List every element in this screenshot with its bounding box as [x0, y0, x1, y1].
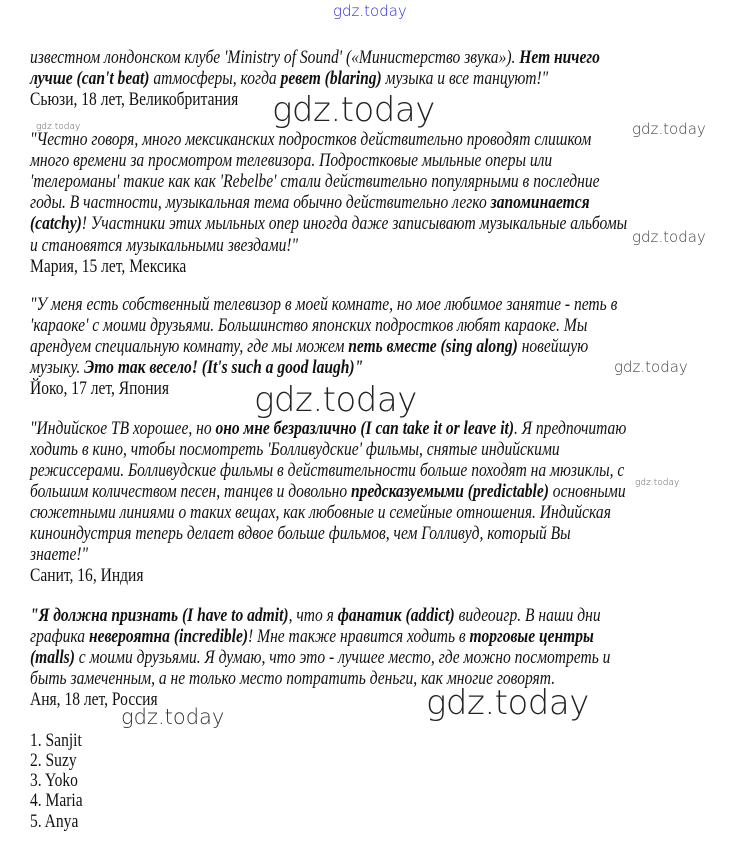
- watermark: gdz.today: [635, 478, 680, 488]
- text-segment: , что я: [288, 606, 338, 626]
- text-segment: новейшую: [517, 337, 589, 357]
- quote-line: [30, 482, 626, 503]
- bold-phrase: Это так весело! (It's such a good laugh)": [84, 358, 364, 378]
- watermark: gdz.today: [121, 705, 225, 729]
- watermark: gdz.today: [632, 120, 706, 138]
- bold-phrase: предсказуемыми (predictable): [351, 482, 549, 502]
- bold-phrase: лучше (can't beat): [30, 69, 150, 89]
- quote-line: [30, 172, 600, 193]
- bold-phrase: запоминается: [490, 193, 590, 213]
- quote-line: [30, 295, 617, 316]
- text-segment: 'караоке' с моими друзьями. Большинство японских подростков любят караоке. Мы: [30, 316, 588, 336]
- bold-phrase: (catchy): [30, 214, 82, 234]
- watermark: gdz.today: [632, 228, 706, 246]
- list-item: [30, 731, 82, 752]
- text-segment: киноиндустрия теперь делает вдвое больше фильмов, чем Голливуд, который Вы: [30, 524, 571, 544]
- quote-line: [30, 193, 590, 214]
- bold-phrase: "Я должна признать (I have to admit): [30, 606, 289, 626]
- author-line: [30, 90, 238, 111]
- text-segment: много времени за просмотром телевизора. Подростковые мыльные оперы или: [30, 151, 553, 171]
- quote-line: [30, 606, 601, 627]
- text-segment: "Честно говоря, много мексиканских подростков действительно проводят слишком: [30, 130, 592, 150]
- text-segment: годы. В частности, музыкальная тема обычно действительно легко: [30, 193, 491, 213]
- text-segment: с моими друзьями. Я думаю, что это - лучшее место, где можно посмотреть и: [74, 648, 611, 668]
- quote-line: [30, 214, 627, 235]
- list-item: [30, 751, 77, 772]
- bold-phrase: (malls): [30, 648, 75, 668]
- text-segment: Мария, 15 лет, Мексика: [30, 257, 187, 277]
- quote-line: [30, 627, 594, 648]
- list-item: [30, 771, 78, 792]
- bold-phrase: торговые центры: [469, 627, 594, 647]
- quote-line: [30, 440, 560, 461]
- text-segment: "У меня есть собственный телевизор в моей комнате, но мое любимое занятие - петь в: [30, 295, 618, 315]
- text-segment: 4. Maria: [30, 791, 83, 811]
- watermark: gdz.today: [426, 683, 589, 723]
- quote-line: [30, 358, 363, 379]
- text-segment: арендуем специальную комнату, где мы можем: [30, 337, 349, 357]
- quote-line: [30, 316, 587, 337]
- bold-phrase: Нет ничего: [519, 48, 600, 68]
- watermark: gdz.today: [254, 380, 417, 420]
- author-line: [30, 257, 186, 278]
- text-segment: 5. Anya: [30, 812, 79, 832]
- bold-phrase: фанатик (addict): [337, 606, 455, 626]
- text-segment: Санит, 16, Индия: [30, 566, 144, 586]
- text-segment: видеоигр. В наши дни: [454, 606, 601, 626]
- bold-phrase: невероятна (incredible): [88, 627, 249, 647]
- text-segment: большим количеством песен, танцев и довольно: [30, 482, 352, 502]
- author-line: [30, 566, 144, 587]
- quote-line: [30, 503, 611, 524]
- text-segment: музыку.: [30, 358, 85, 378]
- bold-phrase: петь вместе (sing along): [348, 337, 518, 357]
- text-segment: сюжетными линиями о таких вещах, как любовные и семейные отношения. Индийская: [30, 503, 611, 523]
- text-segment: "Индийское ТВ хорошее, но: [30, 419, 216, 439]
- quote-line: [30, 48, 600, 69]
- text-segment: . Я предпочитаю: [514, 419, 627, 439]
- list-item: [30, 791, 83, 812]
- text-segment: ! Участники этих мыльных опер иногда даже записывают музыкальные альбомы: [81, 214, 628, 234]
- quote-line: [30, 545, 88, 566]
- text-segment: быть замеченным, а не только место потратить деньги, как многие говорят.: [30, 669, 556, 689]
- text-segment: музыка и все танцуют!": [381, 69, 549, 89]
- text-segment: известном лондонском клубе 'Ministry of Sound' («Министерство звука»).: [30, 48, 520, 68]
- text-segment: графика: [30, 627, 89, 647]
- quote-line: [30, 130, 591, 151]
- text-segment: ходить в кино, чтобы посмотреть 'Болливудские' фильмы, снятые индийскими: [30, 440, 560, 460]
- watermark: gdz.today: [36, 122, 81, 132]
- quote-line: [30, 419, 626, 440]
- text-segment: основными: [548, 482, 626, 502]
- watermark-top: gdz.today: [333, 2, 407, 20]
- text-segment: и становятся музыкальными звездами!": [30, 236, 299, 256]
- text-segment: ! Мне также нравится ходить в: [248, 627, 470, 647]
- quote-line: [30, 236, 298, 257]
- text-segment: знаете!": [30, 545, 89, 565]
- quote-line: [30, 648, 610, 669]
- text-segment: Аня, 18 лет, Россия: [30, 690, 158, 710]
- quote-line: [30, 461, 624, 482]
- text-segment: атмосферы, когда: [149, 69, 281, 89]
- text-segment: Сьюзи, 18 лет, Великобритания: [30, 90, 239, 110]
- quote-line: [30, 69, 548, 90]
- bold-phrase: ревет (blaring): [280, 69, 382, 89]
- author-line: [30, 379, 169, 400]
- quote-line: [30, 337, 588, 358]
- text-segment: 2. Suzy: [30, 751, 77, 771]
- text-segment: 3. Yoko: [30, 771, 78, 791]
- text-segment: 1. Sanjit: [30, 731, 82, 751]
- watermark: gdz.today: [272, 90, 435, 130]
- watermark: gdz.today: [614, 358, 688, 376]
- text-segment: режиссерами. Болливудские фильмы в действительности больше походят на мюзиклы, с: [30, 461, 625, 481]
- quote-line: [30, 524, 571, 545]
- text-segment: Йоко, 17 лет, Япония: [30, 379, 170, 399]
- list-item: [30, 812, 78, 833]
- quote-line: [30, 151, 552, 172]
- bold-phrase: оно мне безразлично (I can take it or leave it): [215, 419, 515, 439]
- text-segment: 'телероманы' такие как как 'Rebelbe' стали действительно популярными в последние: [30, 172, 600, 192]
